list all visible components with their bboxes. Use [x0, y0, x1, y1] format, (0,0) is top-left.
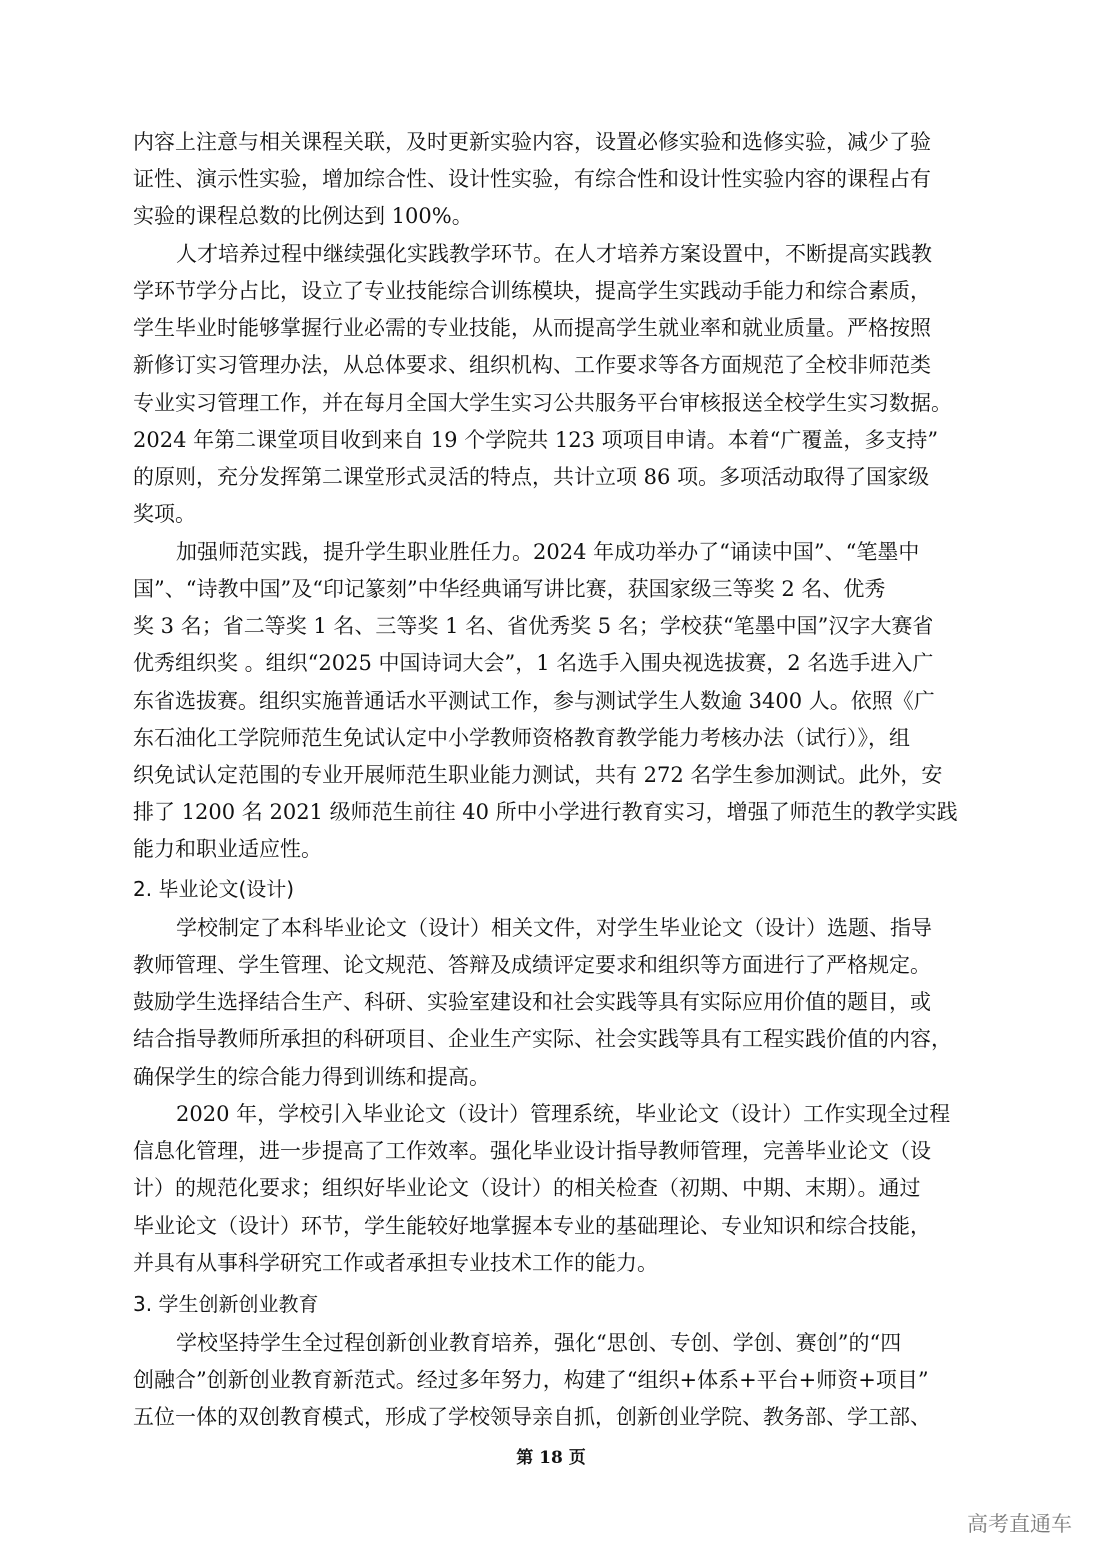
text-line: 鼓励学生选择结合生产、科研、实验室建设和社会实践等具有实际应用价值的题目，或: [133, 990, 931, 1014]
text-line: 信息化管理，进一步提高了工作效率。强化毕业设计指导教师管理，完善毕业论文（设: [133, 1139, 931, 1163]
text-line: 创融合”创新创业教育新范式。经过多年努力，构建了“组织+体系+平台+师资+项目”: [133, 1368, 929, 1392]
text-line: 织免试认定范围的专业开展师范生职业能力测试，共有 272 名学生参加测试。此外，安: [133, 763, 943, 787]
text-line: 能力和职业适应性。: [133, 837, 322, 861]
text-line: 2024 年第二课堂项目收到来自 19 个学院共 123 项项目申请。本着“广覆盖，多支持”: [133, 428, 939, 452]
watermark: 高考直通车: [967, 1512, 1072, 1536]
section-heading: 2. 毕业论文(设计): [133, 877, 295, 901]
text-line: 学生毕业时能够掌握行业必需的专业技能，从而提高学生就业率和就业质量。严格按照: [133, 316, 931, 340]
text-line: 奖 3 名；省二等奖 1 名、三等奖 1 名、省优秀奖 5 名；学校获“笔墨中国”汉字大赛省: [133, 614, 934, 638]
text-line: 证性、演示性实验，增加综合性、设计性实验，有综合性和设计性实验内容的课程占有: [133, 167, 931, 191]
paragraph-first-line: 2020 年，学校引入毕业论文（设计）管理系统，毕业论文（设计）工作实现全过程: [176, 1102, 951, 1126]
text-line: 实验的课程总数的比例达到 100%。: [133, 204, 473, 228]
text-line: 东省选拔赛。组织实施普通话水平测试工作，参与测试学生人数逾 3400 人。依照《广: [133, 689, 935, 713]
text-line: 优秀组织奖 。组织“2025 中国诗词大会”，1 名选手入围央视选拔赛，2 名选手进入广: [133, 651, 934, 675]
text-line: 毕业论文（设计）环节，学生能较好地掌握本专业的基础理论、专业知识和综合技能，: [133, 1214, 931, 1238]
section-heading: 3. 学生创新创业教育: [133, 1292, 319, 1316]
text-line: 学环节学分占比，设立了专业技能综合训练模块，提高学生实践动手能力和综合素质，: [133, 279, 931, 303]
text-line: 并具有从事科学研究工作或者承担专业技术工作的能力。: [133, 1251, 658, 1275]
text-line: 新修订实习管理办法，从总体要求、组织机构、工作要求等各方面规范了全校非师范类: [133, 353, 931, 377]
text-line: 专业实习管理工作，并在每月全国大学生实习公共服务平台审核报送全校学生实习数据。: [133, 391, 952, 415]
text-line: 排了 1200 名 2021 级师范生前往 40 所中小学进行教育实习，增强了师范生的教学实践: [133, 800, 958, 824]
text-line: 奖项。: [133, 502, 196, 526]
text-line: 的原则，充分发挥第二课堂形式灵活的特点，共计立项 86 项。多项活动取得了国家级: [133, 465, 930, 489]
page-number: 第 18 页: [516, 1448, 586, 1468]
paragraph-first-line: 加强师范实践，提升学生职业胜任力。2024 年成功举办了“诵读中国”、“笔墨中: [176, 540, 920, 564]
paragraph-first-line: 学校坚持学生全过程创新创业教育培养，强化“思创、专创、学创、赛创”的“四: [176, 1331, 902, 1355]
paragraph-first-line: 人才培养过程中继续强化实践教学环节。在人才培养方案设置中，不断提高实践教: [176, 242, 932, 266]
text-line: 国”、“诗教中国”及“印记篆刻”中华经典诵写讲比赛，获国家级三等奖 2 名、优秀: [133, 577, 886, 601]
text-line: 计）的规范化要求；组织好毕业论文（设计）的相关检查（初期、中期、末期）。通过: [133, 1176, 921, 1200]
text-line: 五位一体的双创教育模式，形成了学校领导亲自抓，创新创业学院、教务部、学工部、: [133, 1405, 931, 1429]
text-line: 结合指导教师所承担的科研项目、企业生产实际、社会实践等具有工程实践价值的内容，: [133, 1027, 952, 1051]
text-line: 教师管理、学生管理、论文规范、答辩及成绩评定要求和组织等方面进行了严格规定。: [133, 953, 931, 977]
text-line: 东石油化工学院师范生免试认定中小学教师资格教育教学能力考核办法（试行）》，组: [133, 726, 910, 750]
text-line: 确保学生的综合能力得到训练和提高。: [133, 1065, 490, 1089]
text-line: 内容上注意与相关课程关联，及时更新实验内容，设置必修实验和选修实验，减少了验: [133, 130, 931, 154]
paragraph-first-line: 学校制定了本科毕业论文（设计）相关文件，对学生毕业论文（设计）选题、指导: [176, 916, 932, 940]
